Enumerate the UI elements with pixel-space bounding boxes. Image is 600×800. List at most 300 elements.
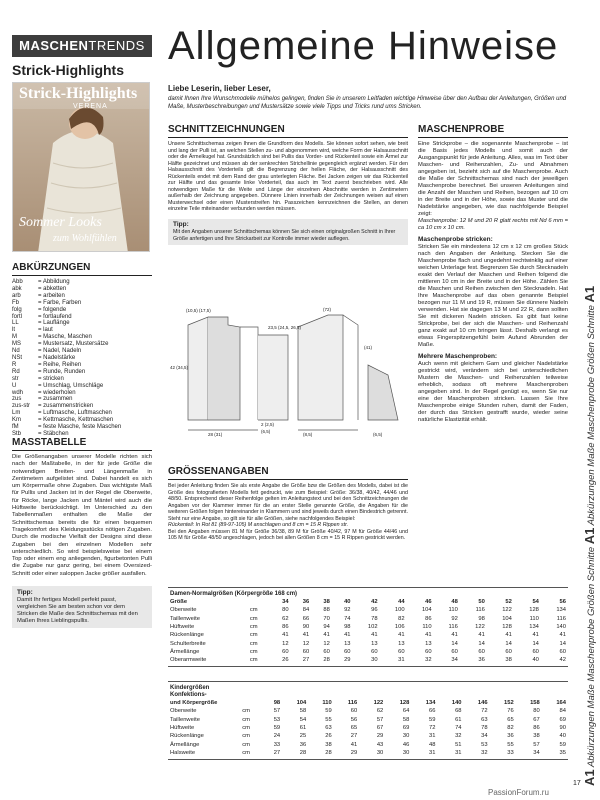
table-row [168,615,568,623]
abbr-row [12,355,152,362]
abbr-value: = zusammen [38,396,73,403]
table-header-cell: 128 [399,700,410,707]
schnitt-heading: SCHNITTZEICHNUNGEN [168,124,408,138]
abbr-value: = Masche, Maschen [38,334,92,341]
tip-text: Mit den Angaben unserer Schnittschemas können Sie sich einen originalgroßen Schnitt in Ihrer Größe anfertigen und Ihre Strickarbeit zur Kontrolle immer wieder auflegen. [173,229,396,242]
sidebar-topics: Abkürzungen Maße Maschenprobe Größen Schnitte [586,305,597,526]
diagram-label: 28 (31) [208,432,223,437]
table-cell: 24 [273,733,281,740]
diagram-label: (6,5) [373,432,383,437]
table-cell: 74 [344,615,351,622]
abbr-key: MS [12,341,21,348]
table-cell: 13 [425,640,432,647]
abbr-key: wdh [12,389,24,396]
table-cell: 59 [428,716,436,723]
table-header-cell: 44 [398,599,405,606]
abbr-value: = Nadel, Nadeln [38,348,82,355]
table-row [168,623,568,631]
abbr-row [12,341,152,348]
abbr-value: = Lauflänge [38,320,70,327]
table-cell: 41 [505,632,512,639]
table-cell: 60 [505,648,512,655]
table-cell: 36 [478,657,485,664]
table-cell: 38 [505,657,512,664]
table-cell: 60 [478,648,485,655]
table-cell: 67 [376,725,384,732]
abbr-key: Nd [12,348,20,355]
masstabelle-heading: MASSTABELLE [12,437,152,451]
table-row-unit: cm [249,632,258,639]
table-cell: 31 [428,749,436,756]
table-cell: 60 [559,648,566,655]
table-header-cell: 36 [302,599,310,606]
table-cell: 122 [475,624,485,631]
table-cell: 25 [299,733,307,740]
table-cell: 134 [529,624,539,631]
sidebar-topics: Abkürzungen Maße Maschenprobe Größen Schnitte [586,546,597,768]
table-row-unit: cm [242,716,250,723]
table-cell: 13 [344,640,351,647]
table-cell: 34 [451,657,458,664]
abbr-row [12,362,152,369]
table-header-cell: 134 [425,700,436,707]
table-row-unit: cm [242,725,250,732]
page-number: 17 [573,780,581,787]
table-cell: 41 [532,632,539,639]
table-cell: 12 [282,640,289,647]
diagram-label: (72) [323,307,332,312]
table-cell: 80 [282,607,289,614]
cover-title: Strick-Highlights [19,85,138,102]
watermark: PassionForum.ru [488,788,549,797]
abbr-row [12,424,152,431]
table-row-unit: cm [242,741,250,748]
table-cell: 59 [325,708,332,715]
table-cell: 14 [559,640,566,647]
table-cell: 60 [344,648,351,655]
table-row-label: Oberarmweite [170,657,207,664]
abbr-value: = Kettmasche, Kettmaschen [38,417,114,424]
table-cell: 28 [323,657,330,664]
abbr-value: = Runde, Runden [38,368,86,375]
table-cell: 67 [533,716,540,723]
abbr-row [12,300,152,307]
table-cell: 26 [325,733,332,740]
table-row-unit: cm [249,624,258,631]
table-header-cell: 46 [425,599,432,606]
table-cell: 61 [455,716,462,723]
table-header-label: Größe [170,599,188,606]
table-row [168,716,568,724]
table-row-label: Schulterbreite [170,640,206,647]
table-row-unit: cm [242,749,250,756]
abbr-value: = Mustersatz, Mustersätze [38,341,109,348]
table-cell: 36 [507,733,514,740]
diagram-label: 2 (2,5) [261,422,275,427]
brand-badge [12,35,152,57]
table-row-label: Hüftweite [170,624,195,631]
table-cell: 76 [507,708,514,715]
table-cell: 92 [344,607,351,614]
abbr-value: = Stäbchen [38,430,69,437]
table-cell: 88 [323,607,330,614]
table-cell: 41 [371,632,378,639]
table-cell: 94 [323,624,330,631]
table-cell: 51 [455,741,462,748]
diagram-label: 23,5 (24,5, 26,5) [268,325,302,330]
brand-light: TRENDS [88,38,145,53]
table-cell: 116 [448,624,458,631]
table-cell: 27 [273,749,281,756]
table-cell: 116 [475,607,485,614]
table-row-unit: cm [249,648,258,655]
diagram-label: (10,5) (17,5) [186,308,211,313]
table-cell: 60 [371,648,378,655]
table-row-label: Halsweite [170,749,196,756]
abbr-value: = Farbe, Farben [38,299,82,306]
table-cell: 41 [451,632,458,639]
table-cell: 29 [350,749,358,756]
abbr-key: zus [12,396,22,403]
abbr-row [12,334,152,341]
table-header-cell: 146 [477,700,488,707]
table-row [168,631,568,639]
table-cell: 48 [428,741,436,748]
abbreviations-section [12,262,152,438]
table-cell: 60 [398,648,405,655]
table-cell: 60 [323,648,330,655]
table-row-label: Taillenweite [170,615,200,622]
table-cell: 80 [533,708,540,715]
groessen-text-2: Bei den Angaben müssen 81 M für Größe 36/38, 89 M für Größe 40/42, 97 M für Größe 44/46 und 105 M für Größe 48/50 angeschlagen, jedoch bei allen Größen 8 cm = 15 R Rippen gestrickt werden. [168,528,408,541]
table-cell: 34 [533,749,540,756]
diagram-label: (6,5) [261,429,271,434]
tip-label: Tipp: [17,589,33,597]
abbr-key: LL [12,320,19,327]
table-cell: 110 [422,624,432,631]
table-row-label: Hüftweite [170,725,195,732]
table-cell: 72 [481,708,488,715]
table-cell: 28 [325,749,332,756]
table-cell: 29 [344,657,351,664]
sidebar-text [582,96,597,786]
abbr-row [12,417,152,424]
abbr-row [12,307,152,314]
table-cell: 41 [323,632,330,639]
abbr-key: Km [12,417,21,424]
abbr-row [12,410,152,417]
table-cell: 84 [559,708,566,715]
table-header-cell: 48 [451,599,458,606]
table-damen [168,587,568,667]
maschenprobe-sub-1: Maschenprobe stricken: [418,236,493,243]
table-cell: 106 [394,624,405,631]
abbr-row [12,293,152,300]
abbr-value: = Reihe, Reihen [38,361,82,368]
table-cell: 40 [532,657,539,664]
table-cell: 78 [481,725,488,732]
table-header-label: und Körpergröße [170,700,218,707]
table-cell: 30 [371,657,378,664]
abbr-key: Fb [12,299,20,306]
table-cell: 60 [350,708,358,715]
abbr-key: R [12,361,17,368]
table-cell: 41 [344,632,351,639]
table-cell: 57 [376,716,384,723]
cover-tagline-1: Sommer Looks [19,215,102,230]
table-cell: 41 [350,741,358,748]
pattern-diagram [168,305,408,455]
table-cell: 46 [402,741,410,748]
maschenprobe-text-2: Auch wenn mit gleichem Garn und gleicher Nadelstärke gestrickt wird, verändern sich bei unterschiedlichen Mustern die Maschen- und Reihenzahlen teilweise erheblich, sodass oft mehrere Maschenproben angegeben sind. In der Regel genügt es, wenn Sie nur eine der Maschenproben stricken. Lassen Sie Ihre Maschenprobe einige Stunden ruhen, damit der Faden, der durch das Stricken gestrafft wurde, wieder seine natürliche Elastizität erhält. [418,361,568,423]
table-cell: 100 [394,607,405,614]
table-header-cell: 40 [344,599,351,606]
sidebar-a1: A1 [582,769,597,786]
diagram-label: (41) [364,345,373,350]
table-damen-title: Damen-Normalgrößen (Körpergröße 168 cm) [170,591,298,597]
table-cell: 86 [425,615,432,622]
abbr-value: = fortlaufend [38,313,72,320]
table-cell: 35 [559,749,566,756]
masstabelle-section [12,437,152,628]
table-cell: 57 [273,708,281,715]
sidebar-a1: A1 [582,527,597,545]
table-cell: 55 [325,716,332,723]
table-cell: 104 [502,615,512,622]
table-cell: 128 [502,624,512,631]
abbr-value: = Umschlag, Umschläge [38,382,104,389]
brand-bold: MASCHEN [19,38,89,53]
table-kinder-subtitle: Konfektions- [170,692,207,698]
table-cell: 84 [302,607,310,614]
table-cell: 78 [371,615,378,622]
table-cell: 54 [299,716,307,723]
table-cell: 110 [529,615,539,622]
table-cell: 27 [350,733,358,740]
table-kinder [168,681,568,760]
table-cell: 86 [533,725,540,732]
table-cell: 110 [448,607,458,614]
table-row-unit: cm [249,615,258,622]
abbr-row [12,369,152,376]
table-row-unit: cm [249,657,258,664]
abbr-value: = arbeiten [38,292,65,299]
abbr-row [12,396,152,403]
sidebar-index [572,96,597,786]
cover-sub: VERENA [73,103,108,110]
abbreviations-heading: ABKÜRZUNGEN [12,262,152,276]
table-cell: 29 [376,733,384,740]
table-cell: 41 [425,632,432,639]
abbr-row [12,286,152,293]
table-cell: 32 [425,657,432,664]
table-header-cell: 54 [532,599,539,606]
table-cell: 102 [367,624,378,631]
abbr-row [12,376,152,383]
table-cell: 90 [559,725,566,732]
schnitt-text: Unsere Schnittschemas zeigen Ihnen die Grundform des Modells. Sie können sofort sehen, wie breit und lang der Pulli ist, an welchen Stellen zu- und abgenommen wird, welche Form der Halsausschnitt oder die Ärmelkugel hat. Grundsätzlich sind bei Pullis das Vorder- und Rückenteil sowie ein Ärmel zur Hälfte gezeichnet und müssen ab der senkrechten Strichellinie gegengleich ergänzt werden. Für den Halsausschnitt des Vorderteils gilt die Begrenzung der hellen Fläche, der Halsausschnitt des Rückenteils endet mit dem Rand der grau unterlegten Fläche. Bei Jacken zeigen wir das Rückenteil zur Hälfte und das gesamte linke Vorderteil, das auch im Text zuerst beschrieben wird. Alle notwendigen Maße für die Weite und Länge der einzelnen Abschnitte werden in Zentimetern außerhalb der Zeichnung angegeben. Dünnere Linien innerhalb der Zeichnungen weisen auf einen Musterwechsel oder einen Musterstreifen hin. Passzeichen kennzeichnen die Stellen, an denen einzelne Teile miteinander verbunden werden müssen. [168,141,408,212]
table-cell: 62 [376,708,384,715]
table-cell: 60 [302,648,310,655]
table-header-cell: 38 [323,599,330,606]
table-cell: 36 [299,741,307,748]
abbr-row [12,320,152,327]
table-cell: 98 [344,624,351,631]
table-damen-grid [168,598,568,664]
table-row-unit: cm [249,607,258,614]
maschenprobe-section [418,124,568,424]
table-cell: 34 [481,733,488,740]
maschenprobe-text-1: Stricken Sie ein mindestens 12 cm x 12 cm großes Stück nach den Angaben der Anleitung. Stecken Sie die Maschenprobe flach und ungedehnt rechtwinklig auf einer weichen Unterlage fest. Begrenzen Sie durch Stecknadeln exakt den Verlauf der Maschen und Reihen folgend die mittleren 10 cm in der Breite und in der Höhe. Zählen Sie die Maschen und Reihen zwischen den Stecknadeln. Hat Ihre Maschenprobe auf das oben genannte Beispiel bezogen nur 11 M und 19 R, müssen Sie dünnere Nadeln verwenden. Hat sie dagegen 13 M und 22 R, dann sollten Sie mit dickeren Nadeln stricken. Es gibt fast keine Strickprobe, bei der sich die Maschen- und Reihenzahl ganz exakt auf 10 cm bringen lässt. Deshalb verlangt es etwas Fingerspitzengefühl beim Aufund Abrunden der Maße. [418,244,568,348]
table-row [168,656,568,664]
table-row [168,606,568,614]
abbr-value: = Abbildung [38,279,70,285]
table-row [168,749,568,757]
table-cell: 134 [556,607,566,614]
table-cell: 40 [559,733,566,740]
groessen-heading: GRÖSSENANGABEN [168,466,408,480]
table-cell: 60 [532,648,539,655]
masstabelle-text: Die Größenangaben unserer Modelle richten sich nach der Maßtabelle, in der für jede Größe die notwendigen Breiten- und Längenmaße in Zentimetern aufgelistet sind. Dabei handelt es sich um Körpermaße ohne Zugaben. Das wichtigste Maß für Pullis und Jacken ist in der Regel die Oberweite, für Röcke, lange Jacken und Mäntel wird auch die Hüftweite berücksichtigt. Im Unterschied zu den Tabellenmaßen enthalten die Maße der Schnittschemas bereits die für einen bequemen Tragekomfort des Kleidungsstücks nötigen Zugaben. Durch die modische Vielfalt der Designs sind diese Zugaben bei den einzelnen Modellen sehr unterschiedlich. So wird beispielsweise bei einem Top oder einem eng anliegenden, figurbetonten Pulli die Zugabe nur ganz gering, bei einem Oversized-Schnitt oder einer saloppen Jacke größer ausfallen. [12,454,152,577]
abbr-value: = feste Masche, feste Maschen [38,424,122,431]
abbr-key: str [12,375,19,382]
table-cell: 69 [559,716,566,723]
abbr-key: zus-str [12,403,30,410]
table-row-label: Oberweite [170,607,197,614]
maschenprobe-text: Eine Strickprobe – die sogenannte Maschenprobe – ist die Basis jedes Modells und somit auch der Ausgangspunkt für jede Anleitung. Alles, was im Text über Maschen- und Reihenzahlen, Zu- und Abnahmen angegeben ist, bezieht sich auf die Maschenprobe. Auch die Maße der Schnittschemas sind nach der jeweiligen Maschenprobe berechnet. Bei unseren Anleitungen sind die Anzahl der Maschen und Reihen, bezogen auf 10 cm in der Breite und in der Höhe, sowie das Muster und die Nadelstärke angegeben, wie das nachfolgende Beispiel zeigt: [418,141,568,217]
table-header-cell: 42 [371,599,378,606]
table-cell: 60 [451,648,458,655]
tip-label: Tipp: [173,220,189,228]
table-cell: 58 [299,708,307,715]
table-header-cell: 34 [282,599,289,606]
table-row-unit: cm [242,733,250,740]
table-cell: 43 [376,741,384,748]
table-header-row [168,699,568,707]
table-cell: 41 [398,632,405,639]
table-cell: 66 [428,708,436,715]
table-row [168,707,568,715]
tip-text: Damit Ihr fertiges Modell perfekt passt, vergleichen Sie am besten schon vor dem Stricken die Maße des Schnittschemas mit den Maßen Ihres Lieblingspullis. [17,597,138,625]
abbr-key: Lm [12,410,21,417]
table-header-cell: 56 [559,599,566,606]
abbr-key: U [12,382,17,389]
table-cell: 14 [451,640,458,647]
table-cell: 60 [425,648,432,655]
schnitt-tip [168,219,408,246]
table-header-cell: 164 [556,700,566,707]
greeting: Liebe Leserin, lieber Leser, [168,84,271,93]
table-cell: 66 [302,615,310,622]
table-cell: 64 [402,708,410,715]
table-cell: 63 [481,716,488,723]
abbr-key: fortl [12,313,23,320]
table-cell: 42 [559,657,566,664]
table-cell: 82 [398,615,405,622]
table-cell: 62 [282,615,289,622]
table-cell: 41 [282,632,289,639]
diagram-label: (8,5) [303,432,313,437]
abbr-value: = Luftmasche, Luftmaschen [38,410,112,417]
table-header-cell: 50 [478,599,485,606]
abbr-row [12,279,152,286]
abbr-key: folg [12,306,22,313]
table-cell: 26 [282,657,289,664]
abbr-value: = laut [38,327,53,334]
table-cell: 27 [302,657,310,664]
table-cell: 65 [507,716,514,723]
table-cell: 82 [507,725,514,732]
abbr-row [12,348,152,355]
table-cell: 31 [455,749,462,756]
table-row-label: Taillenweite [170,716,200,723]
table-cell: 116 [556,615,566,622]
abbreviations-list [12,279,152,438]
table-header-cell: 152 [504,700,514,707]
table-row-label: Rückenlänge [170,733,204,740]
table-row [168,648,568,656]
abbr-key: fM [12,424,19,431]
maschenprobe-example: Maschenprobe: 12 M und 20 R glatt rechts mit Nd 6 mm = ca 10 cm x 10 cm. [418,218,568,231]
table-cell: 28 [299,749,307,756]
abbr-row [12,314,152,321]
table-cell: 38 [533,733,540,740]
sidebar-a1: A1 [582,285,597,303]
table-row [168,740,568,748]
abbr-key: lt [12,327,15,334]
table-row-label: Ärmellänge [170,648,200,655]
abbr-key: arb [12,292,21,299]
table-row [168,724,568,732]
table-row-label: Ärmellänge [170,741,200,748]
table-cell: 57 [533,741,540,748]
table-cell: 14 [478,640,485,647]
table-cell: 53 [481,741,488,748]
table-cell: 68 [455,708,462,715]
abbr-value: = stricken [38,375,64,382]
table-cell: 122 [502,607,512,614]
groessen-text: Bei jeder Anleitung finden Sie als erste Angabe die Größe bzw die Größen des Modells, dabei ist die Größe des fotografierten Modells fett gedruckt, wie zum Beispiel: Größe: 36/38, 40/42, 44/46 und 48/50. Entsprechend dieser Reihenfolge gelten im Anleitungstext und bei den Schnittzeichnungen die Angaben vor der Klammer immer für die an erster Stelle genannte Größe, die Angaben für die weiteren Größen folgen hintereinander in Klammern und sind jeweils durch einen Bindestrich getrennt. Steht nur eine Angabe, so gilt sie für alle Größen, siehe nachfolgendes Beispiel: [168,483,408,522]
maschenprobe-sub-2: Mehrere Maschenproben: [418,353,498,360]
table-header-cell: 158 [530,700,540,707]
abbr-value: = wiederholen [38,389,76,396]
table-cell: 33 [273,741,281,748]
table-row-unit: cm [249,640,258,647]
table-cell: 55 [507,741,514,748]
abbr-key: NSt [12,354,23,361]
table-row-unit: cm [242,708,250,715]
table-header-cell: 122 [373,700,384,707]
table-cell: 104 [421,607,432,614]
table-cell: 72 [428,725,436,732]
table-cell: 32 [481,749,488,756]
table-header-cell: 110 [322,700,332,707]
table-cell: 33 [507,749,514,756]
table-cell: 30 [376,749,384,756]
abbr-key: Stb [12,430,22,437]
table-cell: 96 [371,607,378,614]
table-cell: 128 [529,607,539,614]
table-cell: 92 [451,615,458,622]
table-cell: 41 [559,632,566,639]
page-title: Allgemeine Hinweise [168,24,559,68]
groessen-section [168,466,408,542]
table-cell: 41 [478,632,485,639]
table-cell: 56 [350,716,358,723]
table-cell: 59 [273,725,281,732]
maschenprobe-heading: MASCHENPROBE [418,124,568,138]
masstabelle-tip [12,586,152,628]
